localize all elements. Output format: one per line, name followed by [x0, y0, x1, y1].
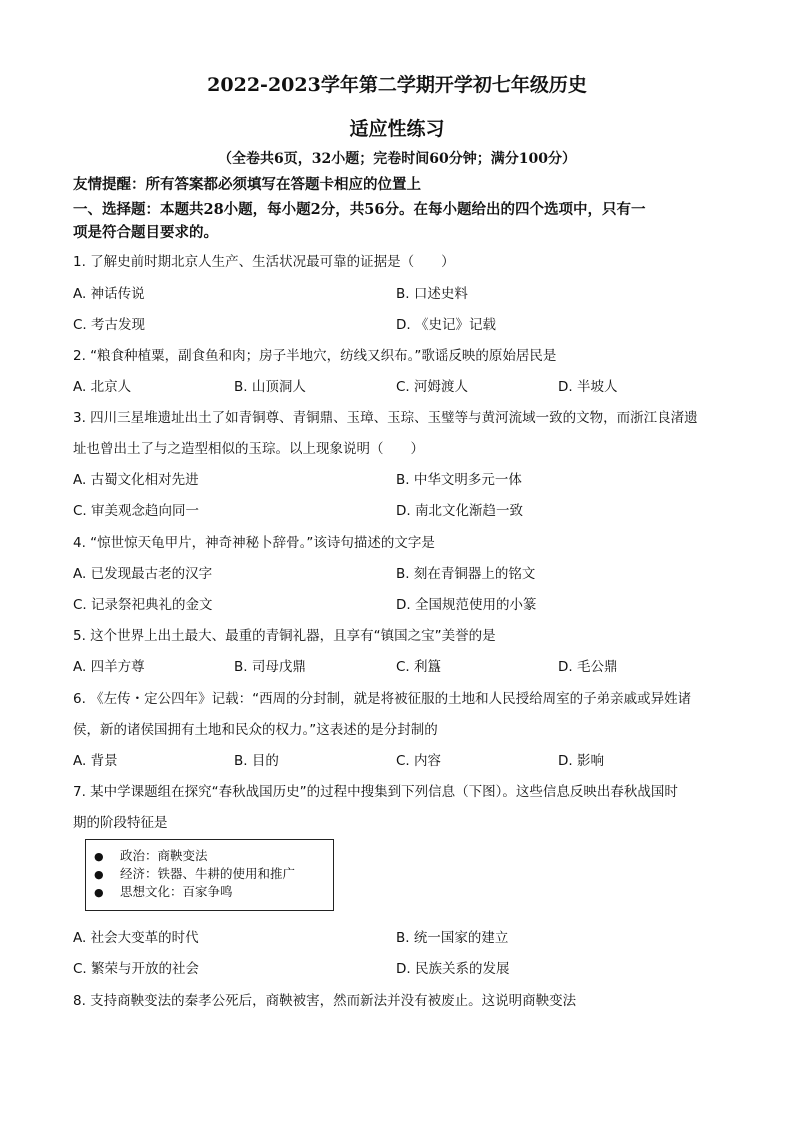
- question-3-option-d: D. 南北文化渐趋一致: [396, 503, 523, 519]
- question-1-option-c: C. 考古发现: [73, 317, 146, 333]
- question-3-stem-line1: 3. 四川三星堆遗址出土了如青铜尊、青铜鼎、玉璋、玉琮、玉璧等与黄河流域一致的文物，而浙江良渚遗: [73, 410, 698, 426]
- info-item: ● 政治：商鞅变法: [94, 848, 208, 863]
- question-4-option-d: D. 全国规范使用的小篆: [396, 597, 537, 613]
- question-6-option-b: B. 目的: [234, 753, 279, 769]
- question-4-option-c: C. 记录祭祀典礼的金文: [73, 597, 213, 613]
- question-7-stem-line1: 7. 某中学课题组在探究“春秋战国历史”的过程中搜集到下列信息（下图）。这些信息反映出春秋战国时: [73, 784, 678, 800]
- question-3-option-c: C. 审美观念趋向同一: [73, 503, 200, 519]
- question-4-stem: 4. “惊世惊天龟甲片，神奇神秘卜辞骨。”该诗句描述的文字是: [73, 535, 435, 551]
- question-3-option-a: A. 古蜀文化相对先进: [73, 472, 199, 488]
- question-7-info-box: [85, 839, 334, 911]
- section1-heading-line2: 项是符合题目要求的。: [73, 224, 218, 241]
- section1-heading-line1: 一、选择题：本题共28小题，每小题2分，共56分。在每小题给出的四个选项中，只有一: [73, 201, 646, 218]
- question-5-option-d: D. 毛公鼎: [558, 659, 618, 675]
- question-5-option-c: C. 利簋: [396, 659, 442, 675]
- question-3-stem-line2: 址也曾出土了与之造型相似的玉琮。以上现象说明（ ）: [73, 441, 424, 457]
- question-5-option-b: B. 司母戊鼎: [234, 659, 306, 675]
- question-2-option-d: D. 半坡人: [558, 379, 618, 395]
- question-1-option-d: D. 《史记》记载: [396, 317, 496, 333]
- question-7-option-a: A. 社会大变革的时代: [73, 930, 199, 946]
- question-2-option-b: B. 山顶洞人: [234, 379, 306, 395]
- exam-title-line1: 2022-2023学年第二学期开学初七年级历史: [207, 74, 587, 96]
- bullet-icon: ●: [94, 868, 104, 881]
- question-7-option-b: B. 统一国家的建立: [396, 930, 509, 946]
- question-5-stem: 5. 这个世界上出土最大、最重的青铜礼器，且享有“镇国之宝”美誉的是: [73, 628, 496, 644]
- question-6-option-c: C. 内容: [396, 753, 442, 769]
- question-6-option-d: D. 影响: [558, 753, 604, 769]
- question-2-stem: 2. “粮食种植粟，副食鱼和肉；房子半地穴，纺线又织布。”歌谣反映的原始居民是: [73, 348, 557, 364]
- question-1-stem: 1. 了解史前时期北京人生产、生活状况最可靠的证据是（ ）: [73, 254, 455, 270]
- bullet-icon: ●: [94, 850, 104, 863]
- info-item: ● 经济：铁器、牛耕的使用和推广: [94, 866, 296, 881]
- question-8-stem: 8. 支持商鞅变法的秦孝公死后，商鞅被害，然而新法并没有被废止。这说明商鞅变法: [73, 993, 577, 1009]
- question-7-stem-line2: 期的阶段特征是: [73, 815, 168, 831]
- question-2-option-a: A. 北京人: [73, 379, 132, 395]
- question-6-stem-line2: 侯，新的诸侯国拥有土地和民众的权力。”这表述的是分封制的: [73, 722, 438, 738]
- exam-title-line2: 适应性练习: [349, 118, 445, 140]
- question-7-option-c: C. 繁荣与开放的社会: [73, 961, 200, 977]
- question-6-stem-line1: 6. 《左传・定公四年》记载：“西周的分封制，就是将被征服的土地和人民授给周室的子弟亲戚或异姓诸: [73, 691, 692, 707]
- question-4-option-a: A. 已发现最古老的汉字: [73, 566, 213, 582]
- question-7-option-d: D. 民族关系的发展: [396, 961, 510, 977]
- question-6-option-a: A. 背景: [73, 753, 118, 769]
- question-1-option-b: B. 口述史料: [396, 286, 468, 302]
- question-1-option-a: A. 神话传说: [73, 286, 145, 302]
- question-3-option-b: B. 中华文明多元一体: [396, 472, 522, 488]
- exam-subtitle: （全卷共6页，32小题；完卷时间60分钟；满分100分）: [218, 151, 576, 167]
- info-item: ● 思想文化：百家争鸣: [94, 884, 233, 899]
- reminder: 友情提醒：所有答案都必须填写在答题卡相应的位置上: [73, 176, 421, 193]
- bullet-icon: ●: [94, 886, 104, 899]
- question-2-option-c: C. 河姆渡人: [396, 379, 469, 395]
- question-5-option-a: A. 四羊方尊: [73, 659, 145, 675]
- question-4-option-b: B. 刻在青铜器上的铭文: [396, 566, 536, 582]
